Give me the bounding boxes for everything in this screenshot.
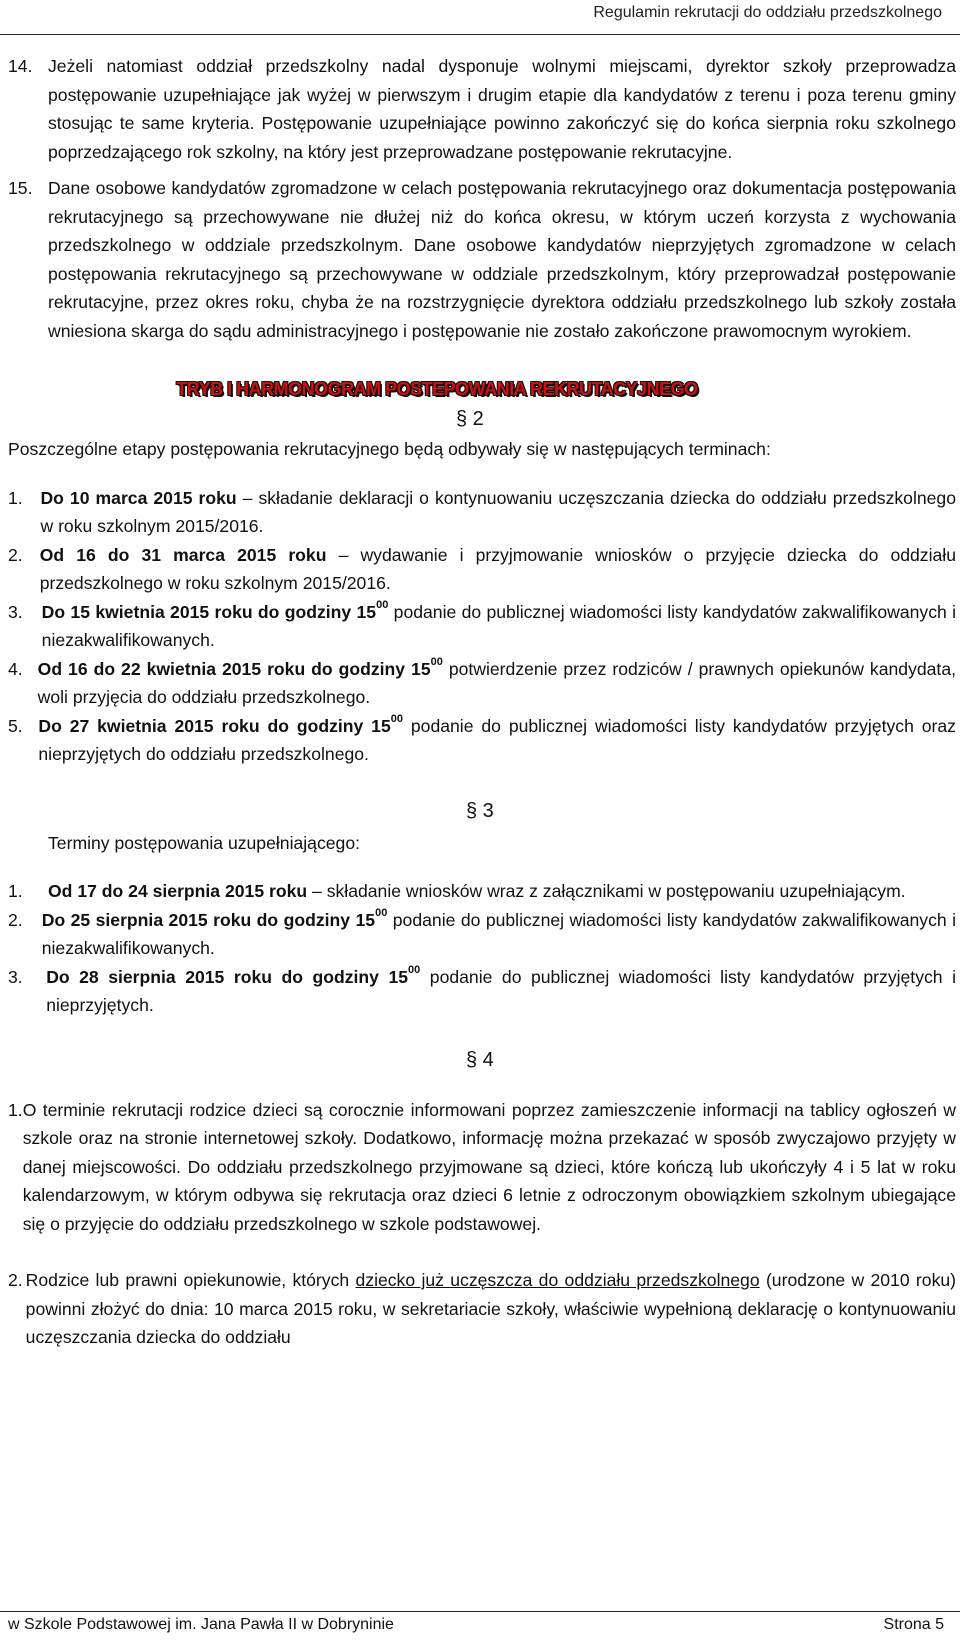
list-item-date: Od 17 do 24 sierpnia 2015 roku: [48, 881, 308, 901]
list-item: [8, 712, 956, 769]
page-header: [0, 0, 960, 35]
list-item-date: Do 10 marca 2015 roku: [40, 487, 237, 508]
s2-intro: Poszczególne etapy postępowania rekrutacyjnego będą odbywały się w następujących terminach:: [8, 439, 771, 459]
paragraph-number: 14.: [8, 56, 33, 76]
section-sign-row: [8, 783, 956, 829]
list-item-time-sup: 00: [408, 963, 421, 976]
list-item-time-sup: 00: [390, 712, 403, 725]
list-item-number: 5.: [8, 715, 23, 736]
list-item: [8, 484, 956, 541]
paragraph-14: [8, 52, 956, 166]
list-item-text: podanie do publicznej wiadomości listy kandydatów przyjętych i nieprzyjętych.: [46, 966, 956, 1015]
section-sign-row: [8, 401, 956, 435]
list-item-date: Do 28 sierpnia 2015 roku do godziny 15: [46, 966, 409, 987]
list-item-text: podanie do publicznej wiadomości listy kandydatów przyjętych oraz nieprzyjętych do oddziału przedszkolnego.: [38, 715, 956, 764]
list-item: [8, 541, 956, 598]
list-item-time-sup: 00: [375, 906, 388, 919]
list-item-time-sup: 00: [430, 655, 443, 668]
s3-intro: Terminy postępowania uzupełniającego:: [48, 832, 360, 853]
page-footer: [0, 1611, 960, 1641]
header-title: Regulamin rekrutacji do oddziału przedszkolnego: [593, 4, 942, 21]
section-sign-3: § 3: [466, 799, 494, 822]
list-item-text: podanie do publicznej wiadomości listy kandydatów zakwalifikowanych i niezakwalifikowanych.: [41, 601, 956, 650]
list-item-text: – składanie wniosków wraz z załącznikami w postępowaniu uzupełniającym.: [307, 881, 906, 901]
footer-page-number: Strona 5: [883, 1616, 944, 1633]
list-item-text: (urodzone w 2010 roku) powinni złożyć do dnia: 10 marca 2015 roku, w sekretariacie szkoły, właściwie wypełnioną deklarację o kontynuowaniu uczęszczania dziecka do oddziału: [25, 1270, 957, 1347]
list-item-text: potwierdzenie przez rodziców / prawnych opiekunów kandydata, woli przyjęcia do oddziału przedszkolnego.: [37, 658, 956, 707]
list-item-text: – wydawanie i przyjmowanie wniosków o przyjęcie dziecka do oddziału przedszkolnego w roku szkolnym 2015/2016.: [39, 544, 956, 593]
s4-item-1: [8, 1096, 956, 1239]
document-body: [8, 52, 956, 1352]
section-sign-4: § 4: [466, 1048, 494, 1071]
paragraph-15: [8, 174, 956, 345]
list-item-number: 1.: [8, 1099, 23, 1120]
paragraph-text: Jeżeli natomiast oddział przedszkolny nadal dysponuje wolnymi miejscami, dyrektor szkoły przeprowadza postępowanie uzupełniające jak wyżej w pierwszym i drugim etapie dla kandydatów z terenu i poza terenu gminy stosując te same kryteria. Postępowanie uzupełniające powinno zakończyć się do końca sierpnia roku szkolnego poprzedzającego rok szkolny, na który jest przeprowadzane postępowanie rekrutacyjne.: [48, 56, 956, 162]
list-item-number: 2.: [8, 544, 23, 565]
underlined-text: dziecko już uczęszcza do oddziału przedszkolnego: [355, 1270, 760, 1290]
list-item-date: Od 16 do 31 marca 2015 roku: [39, 544, 327, 565]
list-item-number: 3.: [8, 966, 23, 987]
footer-school-name: w Szkole Podstawowej im. Jana Pawła II w Dobryninie: [8, 1616, 394, 1633]
list-item-number: 2.: [8, 1270, 23, 1290]
paragraph-text: Dane osobowe kandydatów zgromadzone w celach postępowania rekrutacyjnego oraz dokumentacja postępowania rekrutacyjnego są przechowywane nie dłużej niż do końca okresu, w którym uczeń korzysta z wychowania przedszkolnego w oddziale przedszkolnym. Dane osobowe kandydatów nieprzyjętych zgromadzone w celach postępowania rekrutacyjnego są przechowywane w oddziale przedszkolnym, który przeprowadzał postępowanie rekrutacyjne, przez okres roku, chyba że na rozstrzygnięcie dyrektora oddziału przedszkolnego lub szkoły została wniesiona skarga do sądu administracyjnego i postępowanie nie zostało zakończone prawomocnym wyrokiem.: [48, 178, 956, 341]
list-item-number: 4.: [8, 658, 23, 679]
section-sign-row: [8, 1036, 956, 1096]
list-item: [8, 906, 956, 963]
list-item-date: Do 25 sierpnia 2015 roku do godziny 15: [41, 909, 376, 930]
paragraph-number: 15.: [8, 178, 33, 198]
list-item-text: Rodzice lub prawni opiekunowie, których: [25, 1270, 356, 1290]
s4-item-2: [8, 1266, 956, 1352]
list-item-number: 3.: [8, 601, 23, 622]
section-title: TRYB I HARMONOGRAM POSTEPOWANIA REKRUTACYJNEGO: [176, 379, 698, 399]
s2-list: [8, 484, 956, 769]
list-item-text: – składanie deklaracji o kontynuowaniu uczęszczania dziecka do oddziału przedszkolnego w roku szkolnym 2015/2016.: [40, 487, 956, 536]
list-item: [8, 655, 956, 712]
list-item-text: podanie do publicznej wiadomości listy kandydatów zakwalifikowanych i niezakwalifikowanych.: [41, 909, 956, 958]
list-item: [8, 877, 956, 906]
list-item-number: 2.: [8, 909, 23, 930]
list-item-date: Od 16 do 22 kwietnia 2015 roku do godziny 15: [37, 658, 431, 679]
section-sign-2: § 2: [456, 408, 484, 430]
list-item: [8, 963, 956, 1020]
s3-list: [8, 877, 956, 1020]
list-item: [8, 598, 956, 655]
list-item-time-sup: 00: [376, 598, 389, 611]
list-item-number: 1.: [8, 487, 23, 508]
list-item-date: Do 27 kwietnia 2015 roku do godziny 15: [38, 715, 391, 736]
list-item-text: O terminie rekrutacji rodzice dzieci są corocznie informowani poprzez zamieszczenie informacji na tablicy ogłoszeń w szkole oraz na stronie internetowej szkoły. Dodatkowo, informację można przekazać w sposób zwyczajowo przyjęty w danej miejscowości. Do oddziału przedszkolnego przyjmowane są dzieci, które kończą lub ukończyły 4 i 5 lat w roku kalendarzowym, w którym odbywa się rekrutacja oraz dzieci 6 letnie z odroczonym obowiązkiem szkolnym ubiegające się o przyjęcie do oddziału przedszkolnego w szkole podstawowej.: [22, 1099, 956, 1234]
list-item-date: Do 15 kwietnia 2015 roku do godziny 15: [41, 601, 377, 622]
list-item-number: 1.: [8, 881, 23, 901]
